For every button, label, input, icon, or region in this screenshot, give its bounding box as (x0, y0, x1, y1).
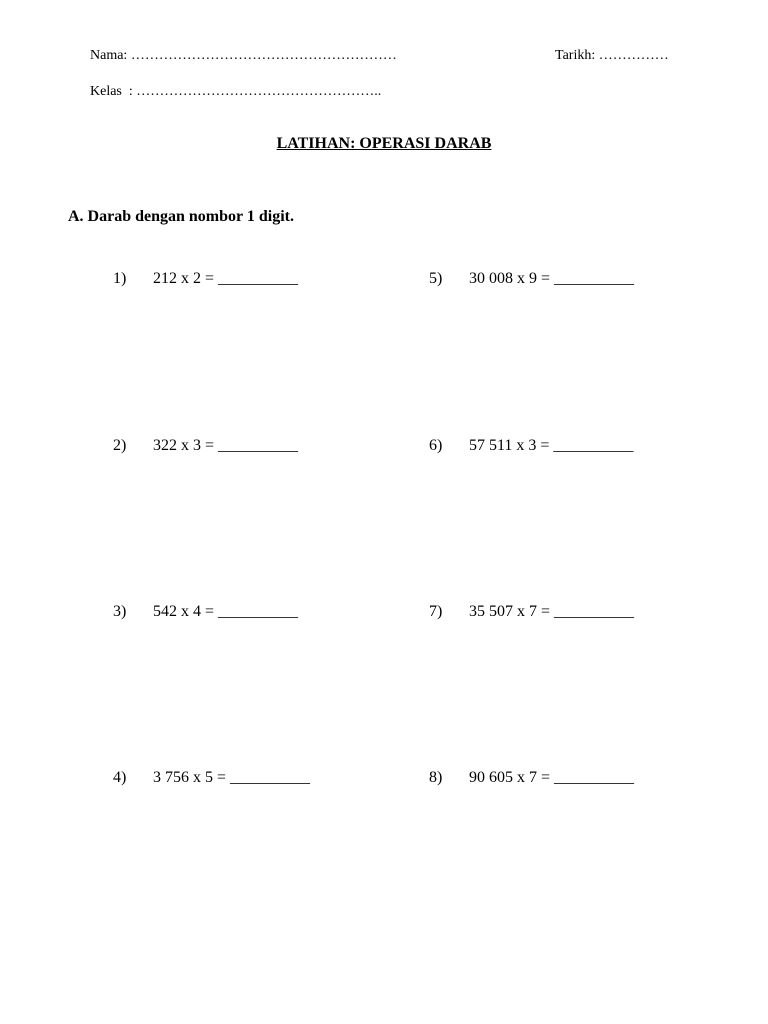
nama-field[interactable]: Nama: ………………………………………………… (90, 48, 397, 63)
tarikh-field[interactable]: Tarikh: …………… (555, 48, 669, 63)
question-6 (429, 437, 634, 491)
question-expression[interactable]: 542 x 4 = __________ (153, 603, 299, 620)
question-1 (113, 270, 299, 324)
question-expression[interactable]: 212 x 2 = __________ (153, 270, 299, 287)
worksheet-title: LATIHAN: OPERASI DARAB (276, 135, 492, 152)
question-number: 4) (113, 769, 127, 786)
question-2 (113, 437, 299, 491)
question-number: 3) (113, 603, 127, 620)
question-8 (429, 769, 635, 823)
question-number: 7) (429, 603, 443, 620)
question-5 (429, 270, 635, 324)
question-number: 5) (429, 270, 443, 287)
question-expression[interactable]: 322 x 3 = __________ (153, 437, 299, 454)
question-number: 6) (429, 437, 443, 454)
question-expression[interactable]: 57 511 x 3 = __________ (469, 437, 634, 454)
question-expression[interactable]: 30 008 x 9 = __________ (469, 270, 635, 287)
question-4 (113, 769, 311, 823)
question-3 (113, 603, 299, 657)
question-number: 8) (429, 769, 443, 786)
question-expression[interactable]: 90 605 x 7 = __________ (469, 769, 635, 786)
question-number: 2) (113, 437, 127, 454)
question-number: 1) (113, 270, 127, 287)
question-expression[interactable]: 35 507 x 7 = __________ (469, 603, 635, 620)
question-7 (429, 603, 635, 657)
question-expression[interactable]: 3 756 x 5 = __________ (153, 769, 311, 786)
section-a-heading: A. Darab dengan nombor 1 digit. (68, 208, 294, 225)
kelas-field[interactable]: Kelas : …………………………………………….. (90, 84, 382, 99)
